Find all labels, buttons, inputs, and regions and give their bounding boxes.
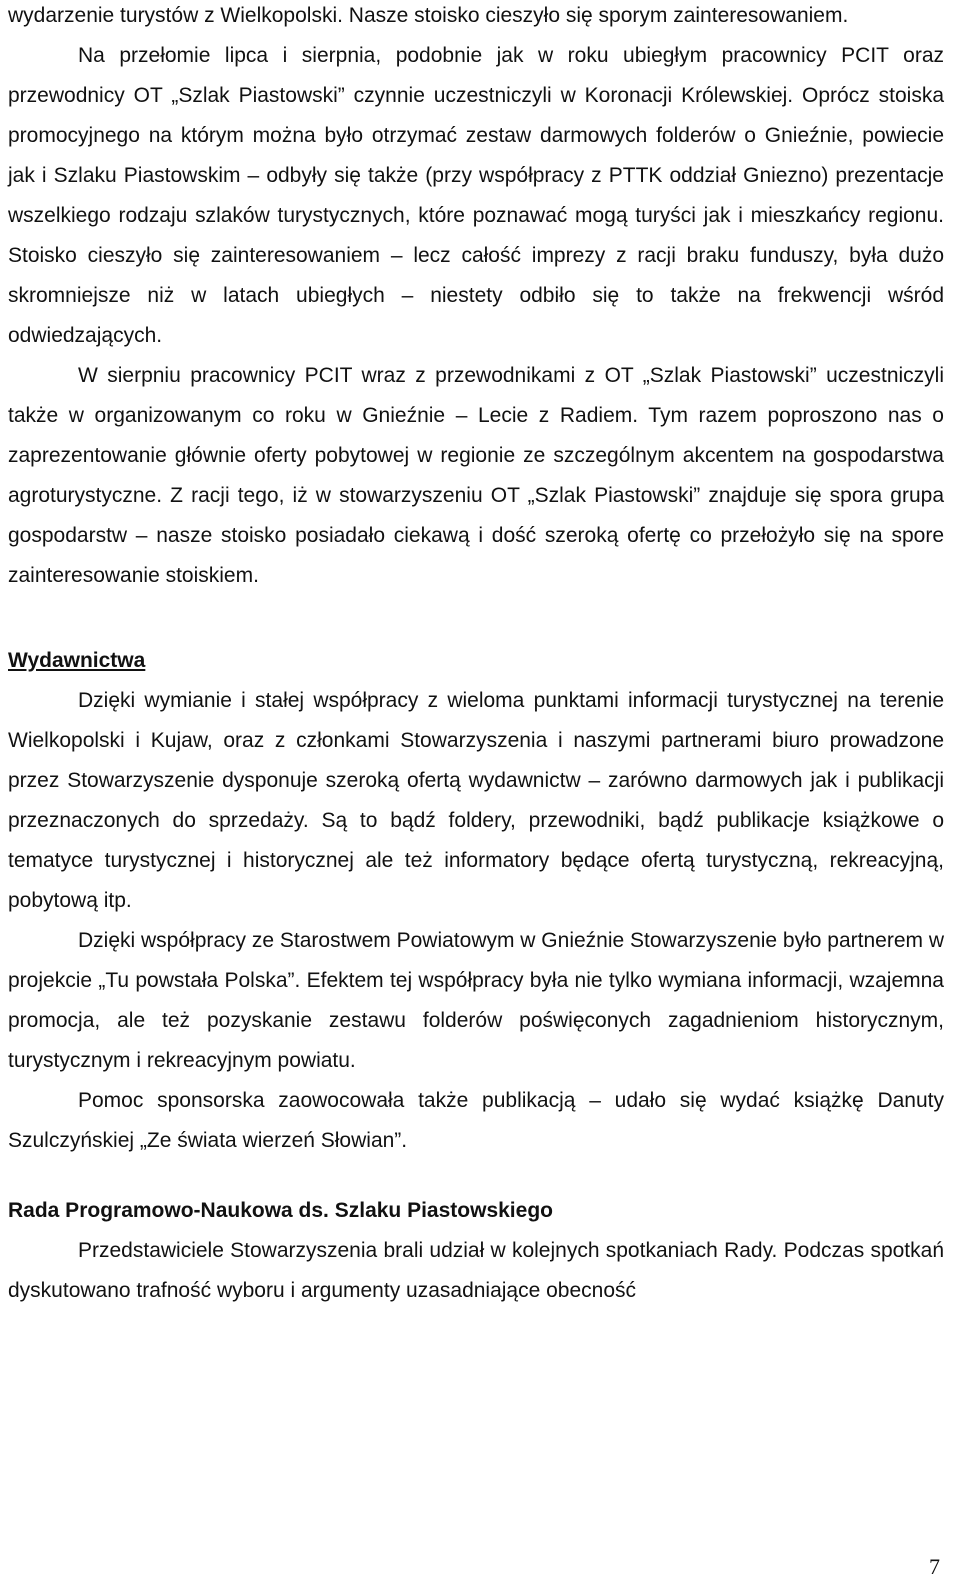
paragraph-publications-offer: Dzięki wymianie i stałej współpracy z wieloma punktami informacji turystycznej na terenie Wielkopolski i Kujaw, oraz z członkami Stowarzyszenia i naszymi partnerami biuro prowadzone przez Stowarzyszenie dysponuje szeroką ofertą wydawnictw – zarówno darmowych jak i publikacji przeznaczonych do sprzedaży. Są to bądź foldery, przewodniki, bądź publikacje książkowe o tematyce turystycznej i historycznej ale też informatory będące ofertą turystyczną, rekreacyjną, pobytową itp. <box>8 689 944 912</box>
paragraph-starostwo-partnership: Dzięki współpracy ze Starostwem Powiatowym w Gnieźnie Stowarzyszenie było partnerem w projekcie „Tu powstała Polska”. Efektem tej współpracy była nie tylko wymiana informacji, wzajemna promocja, ale też pozyskanie zestawu folderów poświęconych zagadnieniom historycznym, turystycznym i rekreacyjnym powiatu. <box>8 929 944 1072</box>
paragraph-sponsor-book: Pomoc sponsorska zaowocowała także publikacją – udało się wydać książkę Danuty Szulczyńskiej „Ze świata wierzeń Słowian”. <box>8 1089 944 1152</box>
paragraph-royal-coronation: Na przełomie lipca i sierpnia, podobnie jak w roku ubiegłym pracownicy PCIT oraz przewodnicy OT „Szlak Piastowski” czynnie uczestniczyli w Koronacji Królewskiej. Oprócz stoiska promocyjnego na którym można było otrzymać zestaw darmowych folderów o Gnieźnie, powiecie jak i Szlaku Piastowskim – odbyły się także (przy współpracy z PTTK oddział Gniezno) prezentacje wszelkiego rodzaju szlaków turystycznych, które poznawać mogą turyści jak i mieszkańcy regionu. Stoisko cieszyło się zainteresowaniem – lecz całość imprezy z racji braku funduszy, była dużo skromniejsze niż w latach ubiegłych – niestety odbiło się to także na frekwencji wśród odwiedzających. <box>8 44 944 347</box>
heading-program-council: Rada Programowo-Naukowa ds. Szlaku Piastowskiego <box>8 1199 553 1222</box>
paragraph-council-meetings: Przedstawiciele Stowarzyszenia brali udział w kolejnych spotkaniach Rady. Podczas spotkań dyskutowano trafność wyboru i argumenty uzasadniające obecność <box>8 1239 944 1302</box>
document-page <box>8 0 944 1311</box>
heading-publications: Wydawnictwa <box>8 649 146 672</box>
paragraph-summer-with-radio: W sierpniu pracownicy PCIT wraz z przewodnikami z OT „Szlak Piastowski” uczestniczyli także w organizowanym co roku w Gnieźnie – Lecie z Radiem. Tym razem poproszono nas o zaprezentowanie głównie oferty pobytowej w regionie ze szczególnym akcentem na gospodarstwa agroturystyczne. Z racji tego, iż w stowarzyszeniu OT „Szlak Piastowski” znajduje się spora grupa gospodarstw – nasze stoisko posiadało ciekawą i dość szeroką ofertę co przełożyło się na spore zainteresowanie stoiskiem. <box>8 364 944 587</box>
paragraph-fair-interest: wydarzenie turystów z Wielkopolski. Nasze stoisko cieszyło się sporym zainteresowaniem. <box>8 4 849 27</box>
page-number: 7 <box>929 1554 940 1579</box>
